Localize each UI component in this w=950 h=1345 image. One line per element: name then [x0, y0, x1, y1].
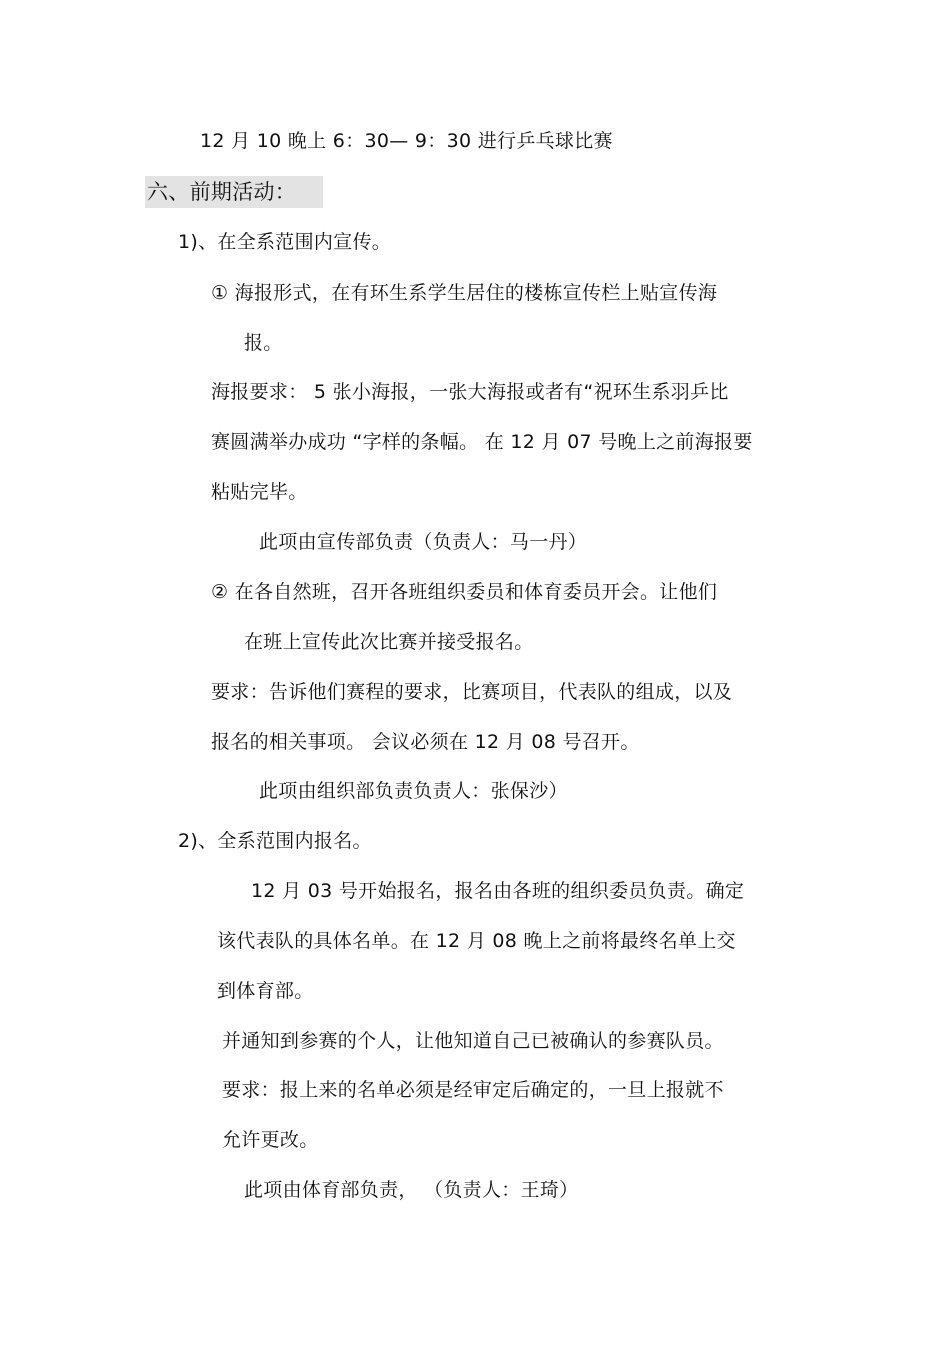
item1-sub1-requirement-line2: 赛圆满举办成功 “字样的条幅。 在 12 月 07 号晚上之前海报要 — [211, 431, 753, 453]
item2-line2: 该代表队的具体名单。在 12 月 08 晚上之前将最终名单上交 — [217, 930, 736, 952]
item1-sub1-responsible: 此项由宣传部负责（负责人：马一丹） — [259, 531, 588, 553]
item1-title: 1)、在全系范围内宣传。 — [178, 231, 392, 253]
item2-requirement-line1: 要求：报上来的名单必须是经审定后确定的，一旦上报就不 — [222, 1079, 724, 1101]
item2-line4: 并通知到参赛的个人，让他知道自己已被确认的参赛队员。 — [222, 1030, 724, 1052]
item1-sub2-responsible: 此项由组织部负责负责人：张保沙） — [259, 780, 568, 802]
item1-sub2-line2: 在班上宣传此次比赛并接受报名。 — [244, 631, 534, 653]
item2-line3: 到体育部。 — [217, 980, 314, 1002]
item2-responsible: 此项由体育部负责， （负责人：王琦） — [244, 1179, 579, 1201]
item2-line1: 12 月 03 号开始报名，报名由各班的组织委员负责。确定 — [251, 880, 745, 902]
item2-title: 2)、全系范围内报名。 — [178, 830, 372, 852]
item1-sub1-requirement-line3: 粘贴完毕。 — [211, 481, 308, 503]
schedule-line: 12 月 10 晚上 6：30— 9：30 进行乒乓球比赛 — [200, 130, 613, 152]
item1-sub1-line2: 报。 — [244, 332, 283, 354]
item1-sub2-requirement-line2: 报名的相关事项。 会议必须在 12 月 08 号召开。 — [211, 731, 640, 753]
section-heading: 六、前期活动： — [147, 180, 297, 204]
item1-sub1-line1: ① 海报形式，在有环生系学生居住的楼栋宣传栏上贴宣传海 — [211, 282, 718, 304]
item1-sub1-requirement-line1: 海报要求： 5 张小海报，一张大海报或者有“祝环生系羽乒比 — [211, 381, 729, 403]
item1-sub2-requirement-line1: 要求：告诉他们赛程的要求，比赛项目，代表队的组成，以及 — [211, 681, 733, 703]
item1-sub2-line1: ② 在各自然班，召开各班组织委员和体育委员开会。让他们 — [211, 581, 718, 603]
item2-requirement-line2: 允许更改。 — [222, 1129, 319, 1151]
